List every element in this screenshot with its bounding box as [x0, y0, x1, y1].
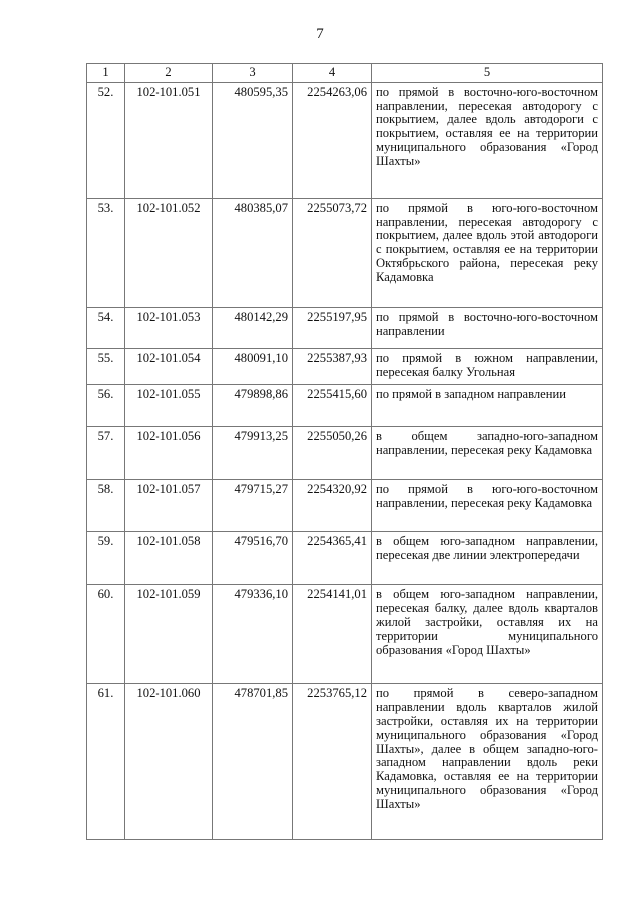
boundary-description: в общем юго-западном направлении, пересекая балку, далее вдоль кварталов жилой застройки, оставляя их на территории муниципального образования «Город Шахты» [372, 585, 603, 684]
coord-y: 2255387,93 [293, 348, 372, 385]
header-col-3: 3 [213, 64, 293, 83]
boundary-description: по прямой в северо-западном направлении вдоль кварталов жилой застройки, оставляя их на территории муниципального образования «Город Шахты», далее в общем западно-юго-западном направлении вдоль реки Кадамовка, оставляя ее на территории муниципального образования «Город Шахты» [372, 684, 603, 840]
point-code: 102-101.059 [125, 585, 213, 684]
point-code: 102-101.057 [125, 480, 213, 532]
table-row [87, 82, 603, 198]
page-number: 7 [316, 26, 324, 42]
table-row [87, 684, 603, 840]
boundary-description: по прямой в южном направлении, пересекая балку Угольная [372, 348, 603, 385]
point-code: 102-101.052 [125, 198, 213, 307]
table-row [87, 385, 603, 427]
point-code: 102-101.056 [125, 427, 213, 480]
header-col-4: 4 [293, 64, 372, 83]
coord-y: 2253765,12 [293, 684, 372, 840]
table-row [87, 585, 603, 684]
point-code: 102-101.058 [125, 532, 213, 585]
table-row [87, 198, 603, 307]
coord-y: 2255415,60 [293, 385, 372, 427]
coord-x: 479336,10 [213, 585, 293, 684]
boundary-description: по прямой в юго-юго-восточном направлении, пересекая автодорогу с покрытием, далее вдоль этой автодороги с покрытием, оставляя ее на территории Октябрьского района, пересекая реку Кадамовка [372, 198, 603, 307]
coord-y: 2254365,41 [293, 532, 372, 585]
table-row [87, 532, 603, 585]
coord-y: 2254320,92 [293, 480, 372, 532]
row-number: 60. [87, 585, 125, 684]
coord-x: 479898,86 [213, 385, 293, 427]
coord-x: 478701,85 [213, 684, 293, 840]
boundary-description: в общем юго-западном направлении, пересекая две линии электропередачи [372, 532, 603, 585]
point-code: 102-101.055 [125, 385, 213, 427]
coord-x: 479516,70 [213, 532, 293, 585]
boundary-description: по прямой в юго-юго-восточном направлении, пересекая реку Кадамовка [372, 480, 603, 532]
row-number: 56. [87, 385, 125, 427]
coord-y: 2255197,95 [293, 307, 372, 348]
table-row [87, 480, 603, 532]
header-col-2: 2 [125, 64, 213, 83]
table-row [87, 307, 603, 348]
coord-x: 479913,25 [213, 427, 293, 480]
point-code: 102-101.054 [125, 348, 213, 385]
header-col-1: 1 [87, 64, 125, 83]
coord-x: 479715,27 [213, 480, 293, 532]
table-header-row [87, 64, 603, 83]
row-number: 57. [87, 427, 125, 480]
boundary-points-table [86, 63, 603, 840]
row-number: 59. [87, 532, 125, 585]
row-number: 61. [87, 684, 125, 840]
coord-x: 480595,35 [213, 82, 293, 198]
coord-x: 480142,29 [213, 307, 293, 348]
point-code: 102-101.053 [125, 307, 213, 348]
table-row [87, 427, 603, 480]
row-number: 58. [87, 480, 125, 532]
coord-y: 2255050,26 [293, 427, 372, 480]
boundary-description: по прямой в восточно-юго-восточном направлении [372, 307, 603, 348]
header-col-5: 5 [372, 64, 603, 83]
coord-x: 480091,10 [213, 348, 293, 385]
row-number: 53. [87, 198, 125, 307]
coord-y: 2255073,72 [293, 198, 372, 307]
boundary-description: в общем западно-юго-западном направлении, пересекая реку Кадамовка [372, 427, 603, 480]
boundary-description: по прямой в западном направлении [372, 385, 603, 427]
coord-x: 480385,07 [213, 198, 293, 307]
table-row [87, 348, 603, 385]
point-code: 102-101.060 [125, 684, 213, 840]
coord-y: 2254141,01 [293, 585, 372, 684]
point-code: 102-101.051 [125, 82, 213, 198]
row-number: 54. [87, 307, 125, 348]
row-number: 55. [87, 348, 125, 385]
coord-y: 2254263,06 [293, 82, 372, 198]
boundary-description: по прямой в восточно-юго-восточном направлении, пересекая автодорогу с покрытием, далее вдоль автодороги с покрытием, оставляя ее на территории муниципального образования «Город Шахты» [372, 82, 603, 198]
row-number: 52. [87, 82, 125, 198]
